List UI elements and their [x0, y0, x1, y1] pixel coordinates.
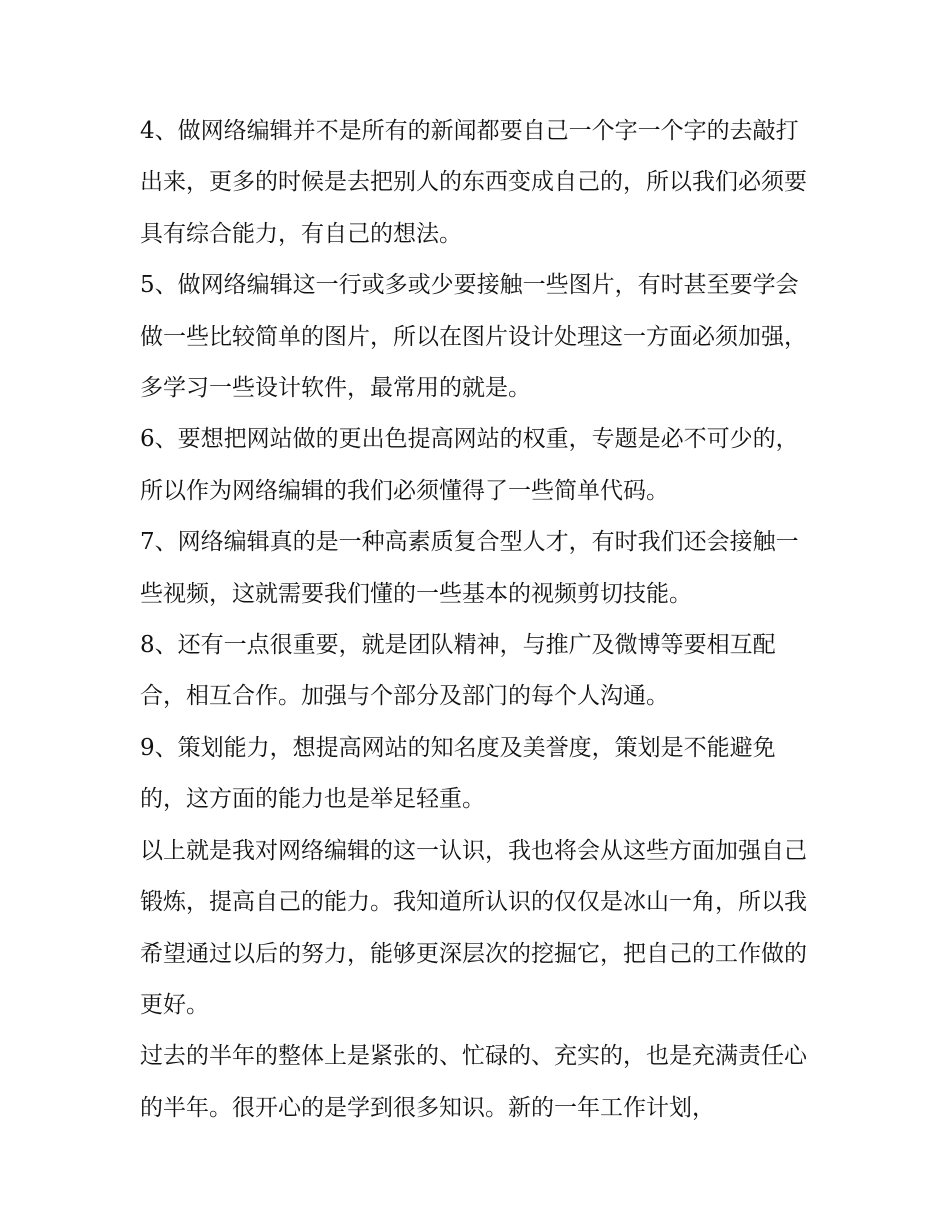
- paragraph-item-8: 8、还有一点很重要，就是团队精神，与推广及微博等要相互配合，相互合作。加强与个部分及部门的每个人沟通。: [140, 632, 776, 710]
- paragraph-half-year-review: 过去的半年的整体上是紧张的、忙碌的、充实的，也是充满责任心的半年。很开心的是学到很多知识。新的一年工作计划，: [140, 1043, 807, 1121]
- paragraph-item-6: 6、要想把网站做的更出色提高网站的权重，专题是必不可少的，所以作为网络编辑的我们必须懂得了一些简单代码。: [140, 426, 799, 504]
- paragraph-item-5: 5、做网络编辑这一行或多或少要接触一些图片，有时甚至要学会做一些比较简单的图片，所以在图片设计处理这一方面必须加强，多学习一些设计软件，最常用的就是。: [140, 272, 807, 402]
- paragraph-item-9: 9、策划能力，想提高网站的知名度及美誉度，策划是不能避免的，这方面的能力也是举足轻重。: [140, 734, 776, 813]
- document-body: [140, 106, 820, 1134]
- paragraph-item-4: 4、做网络编辑并不是所有的新闻都要自己一个字一个字的去敲打出来，更多的时候是去把别人的东西变成自己的，所以我们必须要具有综合能力，有自己的想法。: [140, 118, 807, 247]
- paragraph-summary: 以上就是我对网络编辑的这一认识，我也将会从这些方面加强自己锻炼，提高自己的能力。我知道所认识的仅仅是冰山一角，所以我希望通过以后的努力，能够更深层次的挖掘它，把自己的工作做的更好。: [140, 837, 807, 1018]
- paragraph-item-7: 7、网络编辑真的是一种高素质复合型人才，有时我们还会接触一些视频，这就需要我们懂的一些基本的视频剪切技能。: [140, 529, 799, 607]
